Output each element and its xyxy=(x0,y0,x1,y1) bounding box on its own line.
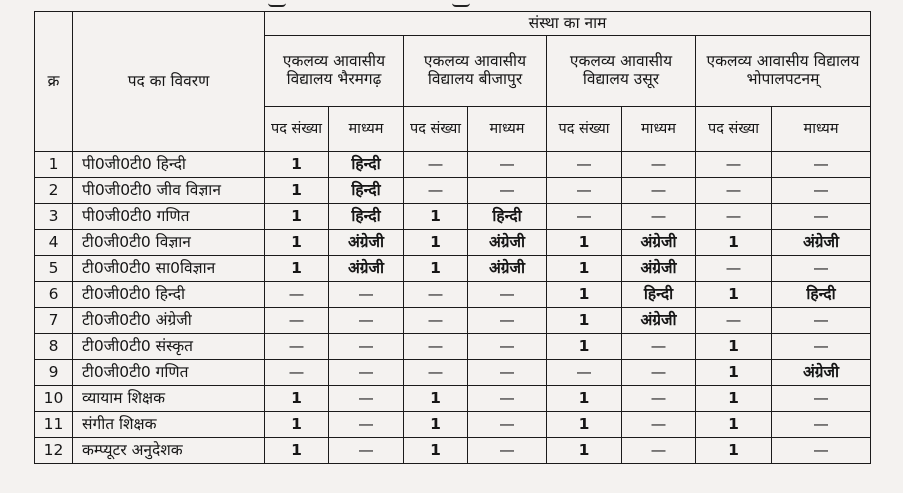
serial-cell: 7 xyxy=(35,308,73,334)
post-count-cell: — xyxy=(696,308,772,334)
medium-cell: — xyxy=(329,438,404,464)
medium-cell: — xyxy=(468,360,547,386)
medium-cell: — xyxy=(622,178,696,204)
medium-cell: — xyxy=(772,334,871,360)
post-count-cell: 1 xyxy=(696,438,772,464)
school-header: एकलव्य आवासीय विद्यालय उसूर xyxy=(547,36,696,107)
medium-cell: — xyxy=(772,308,871,334)
table-row xyxy=(35,152,871,178)
medium-cell: — xyxy=(329,360,404,386)
medium-cell: — xyxy=(772,438,871,464)
post-count-cell: — xyxy=(547,152,622,178)
post-count-cell: 1 xyxy=(547,256,622,282)
medium-cell: — xyxy=(329,412,404,438)
post-name-cell: टी0जी0टी0 सा0विज्ञान xyxy=(73,256,265,282)
serial-cell: 5 xyxy=(35,256,73,282)
post-count-header: पद संख्या xyxy=(404,107,468,152)
post-count-cell: — xyxy=(696,178,772,204)
serial-cell: 10 xyxy=(35,386,73,412)
post-count-cell: 1 xyxy=(547,230,622,256)
post-count-cell: 1 xyxy=(696,360,772,386)
post-count-cell: 1 xyxy=(265,412,329,438)
post-count-cell: — xyxy=(265,282,329,308)
serial-cell: 4 xyxy=(35,230,73,256)
medium-cell: हिन्दी xyxy=(622,282,696,308)
post-count-cell: 1 xyxy=(547,282,622,308)
medium-cell: — xyxy=(622,438,696,464)
serial-header: क्र xyxy=(35,12,73,152)
table-row xyxy=(35,412,871,438)
post-count-cell: — xyxy=(404,308,468,334)
table-row xyxy=(35,256,871,282)
post-count-cell: 1 xyxy=(404,386,468,412)
post-count-cell: 1 xyxy=(547,386,622,412)
post-count-cell: 1 xyxy=(547,438,622,464)
post-count-cell: — xyxy=(404,282,468,308)
post-count-cell: — xyxy=(696,204,772,230)
medium-cell: अंग्रेजी xyxy=(622,256,696,282)
serial-cell: 8 xyxy=(35,334,73,360)
post-count-cell: 1 xyxy=(265,256,329,282)
medium-cell: हिन्दी xyxy=(329,178,404,204)
table-body xyxy=(35,152,871,464)
medium-header: माध्यम xyxy=(772,107,871,152)
table-row xyxy=(35,282,871,308)
serial-cell: 6 xyxy=(35,282,73,308)
medium-cell: हिन्दी xyxy=(772,282,871,308)
post-count-cell: 1 xyxy=(265,386,329,412)
medium-cell: — xyxy=(468,412,547,438)
post-count-cell: — xyxy=(265,360,329,386)
table-row xyxy=(35,438,871,464)
medium-cell: — xyxy=(468,178,547,204)
post-count-cell: 1 xyxy=(404,412,468,438)
post-count-cell: — xyxy=(696,152,772,178)
medium-cell: अंग्रेजी xyxy=(622,230,696,256)
post-count-cell: 1 xyxy=(547,308,622,334)
table-row xyxy=(35,230,871,256)
post-count-cell: 1 xyxy=(696,334,772,360)
post-count-cell: 1 xyxy=(265,152,329,178)
post-name-cell: टी0जी0टी0 अंग्रेजी xyxy=(73,308,265,334)
cropped-text-remnant xyxy=(0,0,903,10)
vacancy-table xyxy=(34,11,871,464)
medium-cell: — xyxy=(772,204,871,230)
post-count-cell: — xyxy=(265,334,329,360)
medium-cell: — xyxy=(622,360,696,386)
table-row xyxy=(35,178,871,204)
post-name-cell: टी0जी0टी0 गणित xyxy=(73,360,265,386)
post-count-cell: 1 xyxy=(547,334,622,360)
medium-cell: — xyxy=(772,152,871,178)
medium-cell: — xyxy=(468,282,547,308)
serial-cell: 11 xyxy=(35,412,73,438)
medium-header: माध्यम xyxy=(329,107,404,152)
post-name-cell: पी0जी0टी0 जीव विज्ञान xyxy=(73,178,265,204)
post-count-cell: 1 xyxy=(696,386,772,412)
medium-cell: अंग्रेजी xyxy=(622,308,696,334)
post-count-cell: 1 xyxy=(696,230,772,256)
medium-cell: — xyxy=(468,308,547,334)
post-count-cell: — xyxy=(404,360,468,386)
medium-cell: — xyxy=(468,438,547,464)
medium-cell: — xyxy=(329,386,404,412)
post-name-cell: टी0जी0टी0 संस्कृत xyxy=(73,334,265,360)
school-header: एकलव्य आवासीय विद्यालय बीजापुर xyxy=(404,36,547,107)
post-count-cell: 1 xyxy=(404,230,468,256)
post-count-cell: 1 xyxy=(404,256,468,282)
post-count-cell: 1 xyxy=(265,230,329,256)
medium-cell: अंग्रेजी xyxy=(772,230,871,256)
school-header: एकलव्य आवासीय विद्यालय भैरमगढ़ xyxy=(265,36,404,107)
post-count-cell: — xyxy=(265,308,329,334)
post-count-cell: — xyxy=(547,178,622,204)
post-count-cell: 1 xyxy=(404,438,468,464)
post-count-header: पद संख्या xyxy=(547,107,622,152)
medium-header: माध्यम xyxy=(622,107,696,152)
medium-cell: अंग्रेजी xyxy=(329,256,404,282)
serial-cell: 3 xyxy=(35,204,73,230)
medium-cell: अंग्रेजी xyxy=(772,360,871,386)
medium-cell: — xyxy=(329,282,404,308)
serial-cell: 12 xyxy=(35,438,73,464)
table-row xyxy=(35,386,871,412)
post-name-cell: व्यायाम शिक्षक xyxy=(73,386,265,412)
medium-cell: — xyxy=(772,386,871,412)
institution-name-header: संस्था का नाम xyxy=(265,12,871,36)
post-count-cell: 1 xyxy=(265,178,329,204)
post-count-cell: — xyxy=(696,256,772,282)
medium-cell: — xyxy=(772,256,871,282)
serial-cell: 1 xyxy=(35,152,73,178)
medium-cell: — xyxy=(772,178,871,204)
medium-cell: — xyxy=(622,152,696,178)
post-count-header: पद संख्या xyxy=(265,107,329,152)
medium-cell: — xyxy=(622,334,696,360)
post-description-header: पद का विवरण xyxy=(73,12,265,152)
post-count-cell: 1 xyxy=(696,282,772,308)
post-count-cell: — xyxy=(547,360,622,386)
medium-cell: हिन्दी xyxy=(329,152,404,178)
medium-cell: — xyxy=(468,386,547,412)
post-count-cell: — xyxy=(547,204,622,230)
post-count-cell: — xyxy=(404,178,468,204)
medium-cell: — xyxy=(329,308,404,334)
table-row xyxy=(35,204,871,230)
post-name-cell: पी0जी0टी0 गणित xyxy=(73,204,265,230)
medium-cell: अंग्रेजी xyxy=(468,256,547,282)
medium-cell: हिन्दी xyxy=(468,204,547,230)
table-row xyxy=(35,308,871,334)
post-name-cell: कम्प्यूटर अनुदेशक xyxy=(73,438,265,464)
medium-cell: — xyxy=(772,412,871,438)
post-count-cell: 1 xyxy=(265,204,329,230)
medium-cell: — xyxy=(622,412,696,438)
post-count-header: पद संख्या xyxy=(696,107,772,152)
post-count-cell: — xyxy=(404,334,468,360)
table-row xyxy=(35,360,871,386)
medium-cell: हिन्दी xyxy=(329,204,404,230)
medium-cell: अंग्रेजी xyxy=(468,230,547,256)
medium-cell: अंग्रेजी xyxy=(329,230,404,256)
post-count-cell: 1 xyxy=(265,438,329,464)
medium-cell: — xyxy=(622,204,696,230)
medium-header: माध्यम xyxy=(468,107,547,152)
school-header: एकलव्य आवासीय विद्यालय भोपालपटनम् xyxy=(696,36,871,107)
post-name-cell: टी0जी0टी0 हिन्दी xyxy=(73,282,265,308)
post-count-cell: 1 xyxy=(547,412,622,438)
post-count-cell: 1 xyxy=(696,412,772,438)
post-name-cell: टी0जी0टी0 विज्ञान xyxy=(73,230,265,256)
medium-cell: — xyxy=(468,152,547,178)
post-count-cell: — xyxy=(404,152,468,178)
table-row xyxy=(35,334,871,360)
medium-cell: — xyxy=(622,386,696,412)
post-count-cell: 1 xyxy=(404,204,468,230)
medium-cell: — xyxy=(468,334,547,360)
post-name-cell: पी0जी0टी0 हिन्दी xyxy=(73,152,265,178)
post-name-cell: संगीत शिक्षक xyxy=(73,412,265,438)
medium-cell: — xyxy=(329,334,404,360)
serial-cell: 2 xyxy=(35,178,73,204)
serial-cell: 9 xyxy=(35,360,73,386)
